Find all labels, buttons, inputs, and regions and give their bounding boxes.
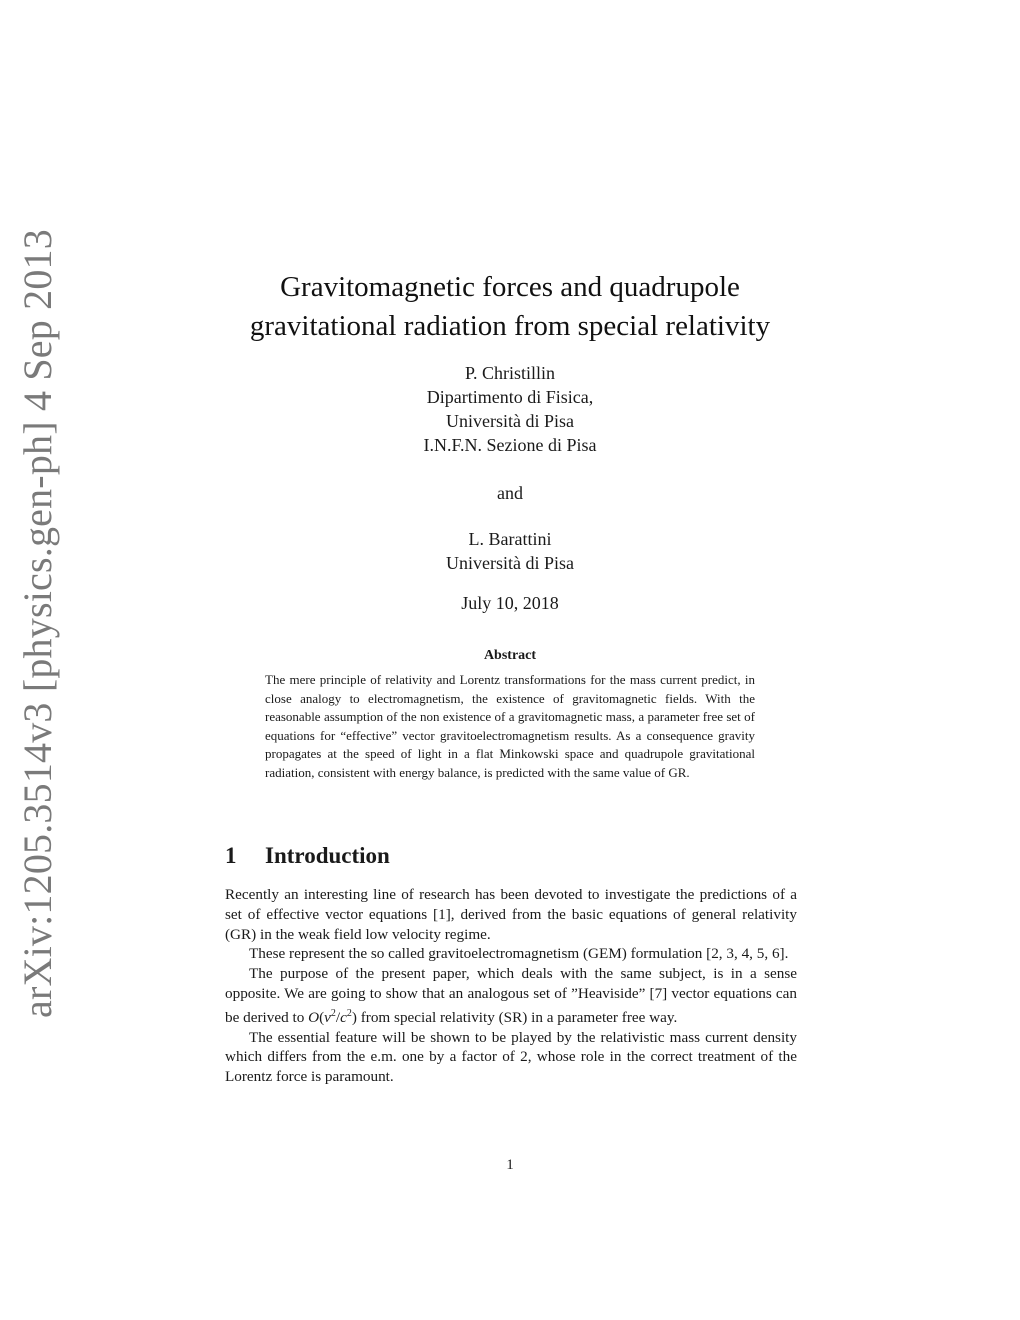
title-line-1: Gravitomagnetic forces and quadrupole — [280, 271, 740, 303]
paragraph-3-before: The purpose of the present paper, which deals with the same subject, is in a sense opposite. We are going to show that an analogous set of ”Heaviside” [7] vector equations can be derived to — [225, 965, 797, 1026]
paper-date: July 10, 2018 — [461, 593, 559, 613]
author-1-name: P. Christillin — [464, 363, 556, 383]
paragraph-3-after: from special relativity (SR) in a parameter free way. — [356, 1008, 678, 1026]
author-1-affiliation-2: Università di Pisa — [446, 411, 574, 431]
abstract-text: The mere principle of relativity and Lorentz transformations for the mass current predict, in close analogy to electromagnetism, the existence of gravitomagnetic fields. With the reasonable assumption of the non existence of a gravitomagnetic mass, a parameter free set of equations for “effective” vector gravitoelectromagnetism results. As a consequence gravity propagates at the speed of light in a flat Minkowski space and quadrupole gravitational radiation, consistent with energy balance, is predicted with the same value of GR. — [265, 672, 755, 780]
math-slash: / — [335, 1008, 341, 1026]
paper-title — [180, 268, 840, 346]
abstract-heading: Abstract — [483, 648, 537, 663]
author-block — [260, 361, 760, 615]
arxiv-sidebar-stamp — [12, 229, 62, 1018]
author-1-affiliation-3: I.N.F.N. Sezione di Pisa — [423, 435, 597, 455]
math-exponent-2: 2 — [346, 1007, 352, 1019]
paragraph-1: Recently an interesting line of research has been devoted to investigate the predictions of a set of effective vector equations [1], derived from the basic equations of general relativity (GR) in the weak field low velocity regime. — [225, 886, 797, 943]
math-O: O — [308, 1008, 320, 1026]
author-2-affiliation-1: Università di Pisa — [446, 553, 574, 573]
math-paren-close: ) — [351, 1008, 357, 1026]
math-v: v — [324, 1008, 331, 1026]
arxiv-id-text: arXiv:1205.3514v3 [physics.gen-ph] 4 Sep 2013 — [14, 229, 60, 1018]
abstract-body — [265, 671, 755, 782]
math-exponent-1: 2 — [330, 1007, 336, 1019]
author-2-name: L. Barattini — [468, 529, 552, 549]
section-heading — [225, 843, 390, 869]
paragraph-3 — [225, 964, 797, 1027]
paragraph-4: The essential feature will be shown to be played by the relativistic mass current density which differs from the e.m. one by a factor of 2, whose role in the correct treatment of the Lorentz force is paramount. — [225, 1028, 797, 1086]
section-title: Introduction — [265, 843, 390, 868]
math-paren-open: ( — [319, 1008, 325, 1026]
math-order-expression — [308, 1009, 357, 1026]
math-c: c — [340, 1008, 347, 1026]
page-number: 1 — [506, 1157, 514, 1173]
paragraph-2: These represent the so called gravitoelectromagnetism (GEM) formulation [2, 3, 4, 5, 6]. — [249, 945, 789, 963]
author-conjunction: and — [497, 483, 523, 503]
section-number: 1 — [225, 843, 237, 868]
author-1-affiliation-1: Dipartimento di Fisica, — [426, 387, 594, 407]
body-text — [225, 885, 797, 1087]
title-line-2: gravitational radiation from special relativity — [249, 310, 771, 342]
